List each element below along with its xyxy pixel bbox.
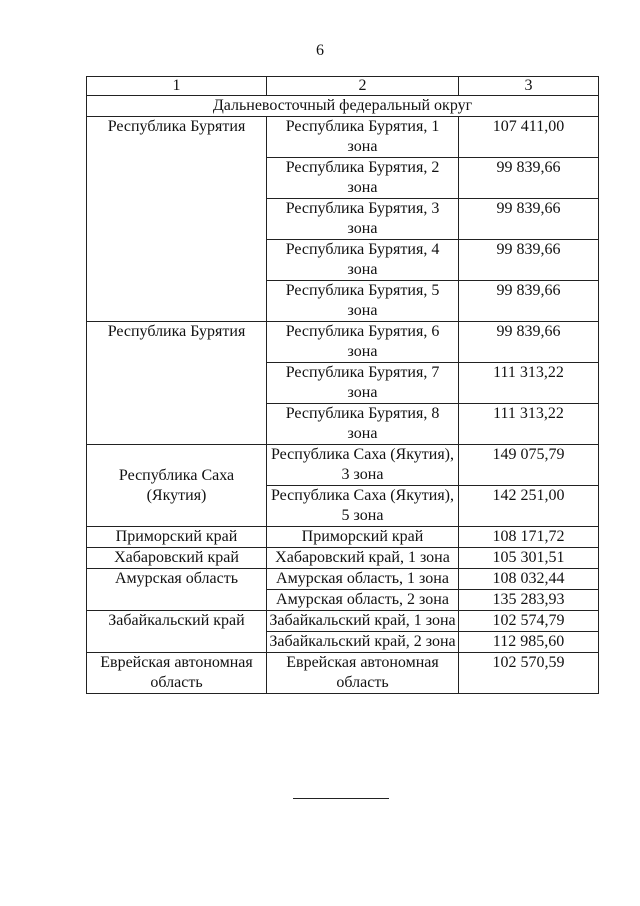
value-cell: 99 839,66 (459, 158, 599, 199)
value-cell: 107 411,00 (459, 117, 599, 158)
value-cell: 111 313,22 (459, 404, 599, 445)
zone-cell: Забайкальский край, 2 зона (267, 632, 459, 653)
table-row (87, 322, 599, 363)
table-row (87, 611, 599, 632)
zone-cell: Забайкальский край, 1 зона (267, 611, 459, 632)
table-row (87, 117, 599, 158)
value-cell: 105 301,51 (459, 548, 599, 569)
value-cell: 108 171,72 (459, 527, 599, 548)
header-cell: 1 (87, 77, 267, 96)
region-cell: Республика Саха (Якутия) (87, 445, 267, 527)
region-cell: Еврейская автономная область (87, 653, 267, 694)
section-title: Дальневосточный федеральный округ (87, 96, 599, 117)
zone-cell: Хабаровский край, 1 зона (267, 548, 459, 569)
value-cell: 142 251,00 (459, 486, 599, 527)
zone-cell: Республика Бурятия, 3 зона (267, 199, 459, 240)
value-cell: 102 570,59 (459, 653, 599, 694)
zone-cell: Республика Бурятия, 8 зона (267, 404, 459, 445)
value-cell: 111 313,22 (459, 363, 599, 404)
footer-rule (293, 798, 389, 799)
zone-cell: Еврейская автономная область (267, 653, 459, 694)
header-row (87, 77, 599, 96)
region-cell: Хабаровский край (87, 548, 267, 569)
zone-cell: Республика Бурятия, 7 зона (267, 363, 459, 404)
tariff-table (86, 76, 599, 694)
table-row (87, 653, 599, 694)
table-row (87, 527, 599, 548)
value-cell: 99 839,66 (459, 240, 599, 281)
zone-cell: Приморский край (267, 527, 459, 548)
region-cell: Забайкальский край (87, 611, 267, 653)
header-cell: 3 (459, 77, 599, 96)
table-row (87, 445, 599, 486)
zone-cell: Республика Бурятия, 1 зона (267, 117, 459, 158)
table-row (87, 569, 599, 590)
region-cell: Республика Бурятия (87, 117, 267, 322)
zone-cell: Амурская область, 2 зона (267, 590, 459, 611)
header-cell: 2 (267, 77, 459, 96)
value-cell: 99 839,66 (459, 199, 599, 240)
value-cell: 99 839,66 (459, 281, 599, 322)
value-cell: 99 839,66 (459, 322, 599, 363)
region-cell: Амурская область (87, 569, 267, 611)
zone-cell: Амурская область, 1 зона (267, 569, 459, 590)
zone-cell: Республика Бурятия, 2 зона (267, 158, 459, 199)
value-cell: 108 032,44 (459, 569, 599, 590)
region-cell: Республика Бурятия (87, 322, 267, 445)
zone-cell: Республика Бурятия, 4 зона (267, 240, 459, 281)
section-row (87, 96, 599, 117)
table-row (87, 548, 599, 569)
zone-cell: Республика Бурятия, 5 зона (267, 281, 459, 322)
zone-cell: Республика Саха (Якутия), 3 зона (267, 445, 459, 486)
value-cell: 135 283,93 (459, 590, 599, 611)
value-cell: 102 574,79 (459, 611, 599, 632)
zone-cell: Республика Саха (Якутия), 5 зона (267, 486, 459, 527)
value-cell: 112 985,60 (459, 632, 599, 653)
zone-cell: Республика Бурятия, 6 зона (267, 322, 459, 363)
region-cell: Приморский край (87, 527, 267, 548)
page-number: 6 (316, 42, 324, 59)
value-cell: 149 075,79 (459, 445, 599, 486)
